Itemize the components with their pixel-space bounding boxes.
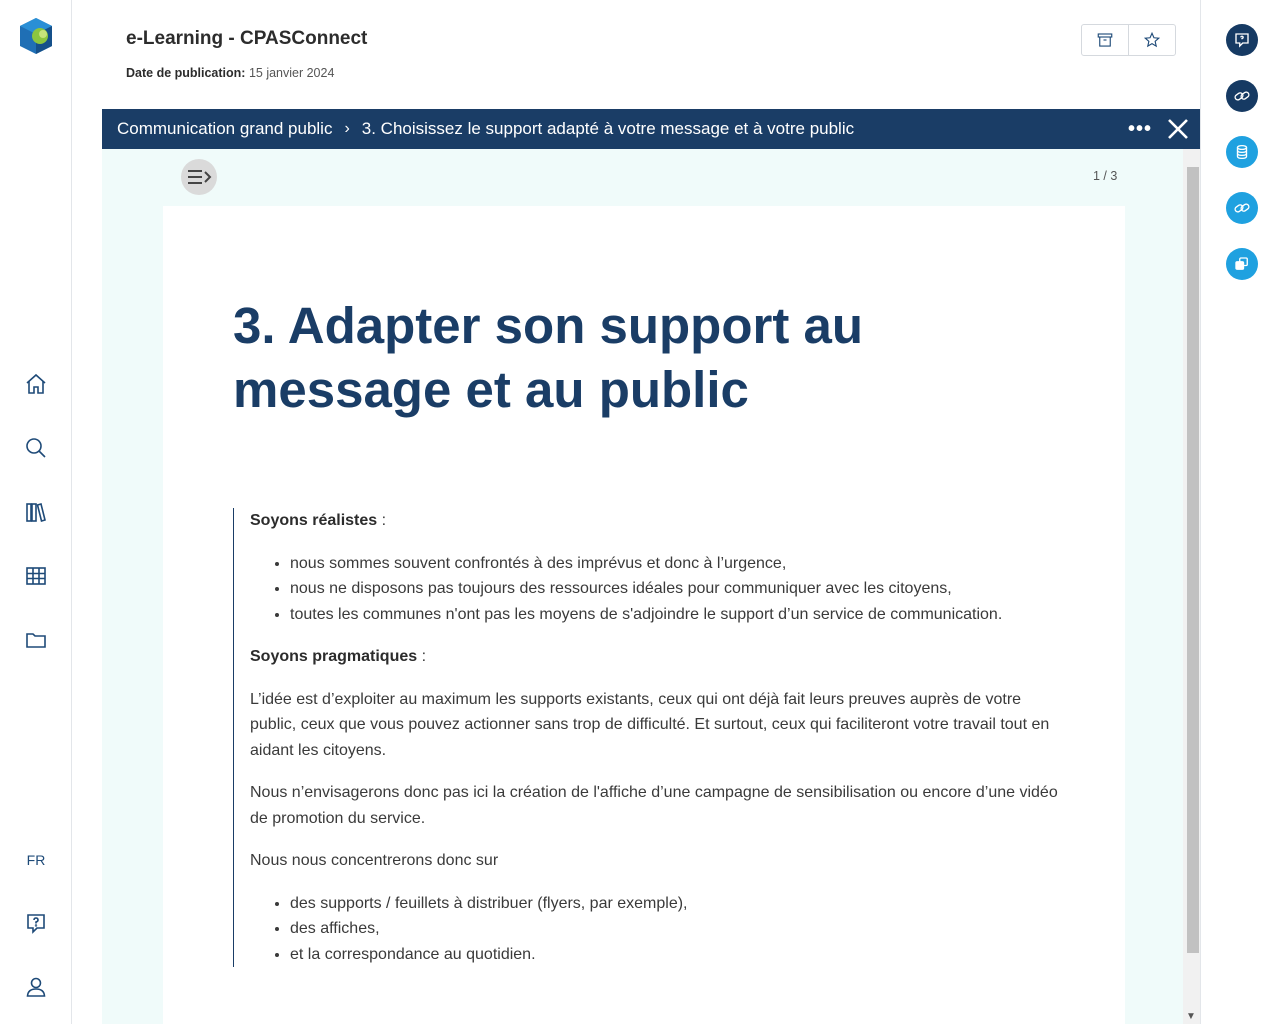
page-counter: 1 / 3 (1093, 169, 1118, 183)
section-heading (250, 508, 1063, 534)
section-heading-suffix: : (417, 648, 427, 665)
archive-icon (1096, 31, 1114, 49)
link-button[interactable] (1226, 80, 1258, 112)
star-icon (1143, 31, 1161, 49)
copy-button[interactable] (1226, 248, 1258, 280)
favorite-button[interactable] (1128, 25, 1175, 55)
content-viewer (102, 149, 1200, 1024)
link-icon (1233, 199, 1251, 217)
grid-icon[interactable] (20, 560, 52, 592)
breadcrumb-item-course[interactable]: Communication grand public (117, 119, 333, 138)
home-icon[interactable] (20, 368, 52, 400)
bullet-list (290, 891, 1063, 968)
list-item: • et la correspondance au quotidien. (290, 942, 1063, 968)
app-logo-icon[interactable] (16, 16, 56, 56)
paragraph: Nous n’envisagerons donc pas ici la création de l'affiche d’une campagne de sensibilisation ou encore d’une vidéo de promotion du service. (250, 784, 1058, 827)
library-icon[interactable] (20, 496, 52, 528)
scrollbar[interactable] (1183, 149, 1200, 1024)
publication-date-label: Date de publication: (126, 66, 246, 80)
database-icon (1233, 143, 1251, 161)
header-actions (1081, 24, 1176, 56)
list-item: • nous ne disposons pas toujours des ressources idéales pour communiquer avec les citoyens, (290, 576, 1063, 602)
section-heading-text: Soyons pragmatiques (250, 648, 418, 665)
list-item: • des affiches, (290, 916, 1063, 942)
document-page (163, 206, 1125, 1024)
section-heading (250, 644, 1063, 670)
document-body (233, 508, 1063, 967)
left-sidebar (0, 0, 72, 1024)
page-title: e-Learning - CPASConnect (126, 28, 368, 49)
close-button[interactable] (1164, 115, 1192, 143)
menu-expand-icon (186, 167, 212, 187)
chevron-right-icon: › (344, 120, 350, 137)
breadcrumb-item-chapter[interactable]: 3. Choisissez le support adapté à votre message et à votre public (361, 119, 855, 138)
search-icon[interactable] (20, 432, 52, 464)
breadcrumb (102, 109, 1200, 149)
publication-date (126, 66, 334, 80)
link-icon (1233, 87, 1251, 105)
scroll-down-arrow-icon[interactable]: ▼ (1186, 1011, 1196, 1022)
right-sidebar (1200, 0, 1280, 1024)
help-chat-icon[interactable] (20, 907, 52, 939)
database-button[interactable] (1226, 136, 1258, 168)
publication-date-value: 15 janvier 2024 (248, 66, 335, 80)
share-link-button[interactable] (1226, 192, 1258, 224)
user-icon[interactable] (20, 971, 52, 1003)
scrollbar-thumb[interactable] (1187, 167, 1199, 953)
feedback-icon (1233, 31, 1251, 49)
close-icon (1164, 115, 1192, 143)
list-item: • toutes les communes n'ont pas les moyens de s'adjoindre le support d’un service de communication. (290, 602, 1063, 628)
section-heading-text: Soyons réalistes (250, 512, 378, 529)
archive-button[interactable] (1082, 25, 1128, 55)
language-selector[interactable]: FR (26, 852, 46, 868)
bullet-list (290, 551, 1063, 628)
list-item: • des supports / feuillets à distribuer (flyers, par exemple), (290, 891, 1063, 917)
document-title: 3. Adapter son support au message et au public (233, 297, 864, 418)
toc-toggle-button[interactable] (181, 159, 217, 195)
paragraph: L’idée est d’exploiter au maximum les supports existants, ceux qui ont déjà fait leurs preuves auprès de votre public, ceux que vous pouvez actionner sans trop de difficulté. Et surtout, ceux qui faciliteront votre travail tout en aidant les citoyens. (250, 690, 1050, 759)
section-heading-suffix: : (377, 512, 387, 529)
paragraph: Nous nous concentrerons donc sur (250, 852, 499, 869)
feedback-button[interactable] (1226, 24, 1258, 56)
list-item: • nous sommes souvent confrontés à des imprévus et donc à l’urgence, (290, 551, 1063, 577)
more-options-icon[interactable]: ••• (1128, 117, 1153, 140)
copy-icon (1233, 255, 1251, 273)
folder-icon[interactable] (20, 624, 52, 656)
